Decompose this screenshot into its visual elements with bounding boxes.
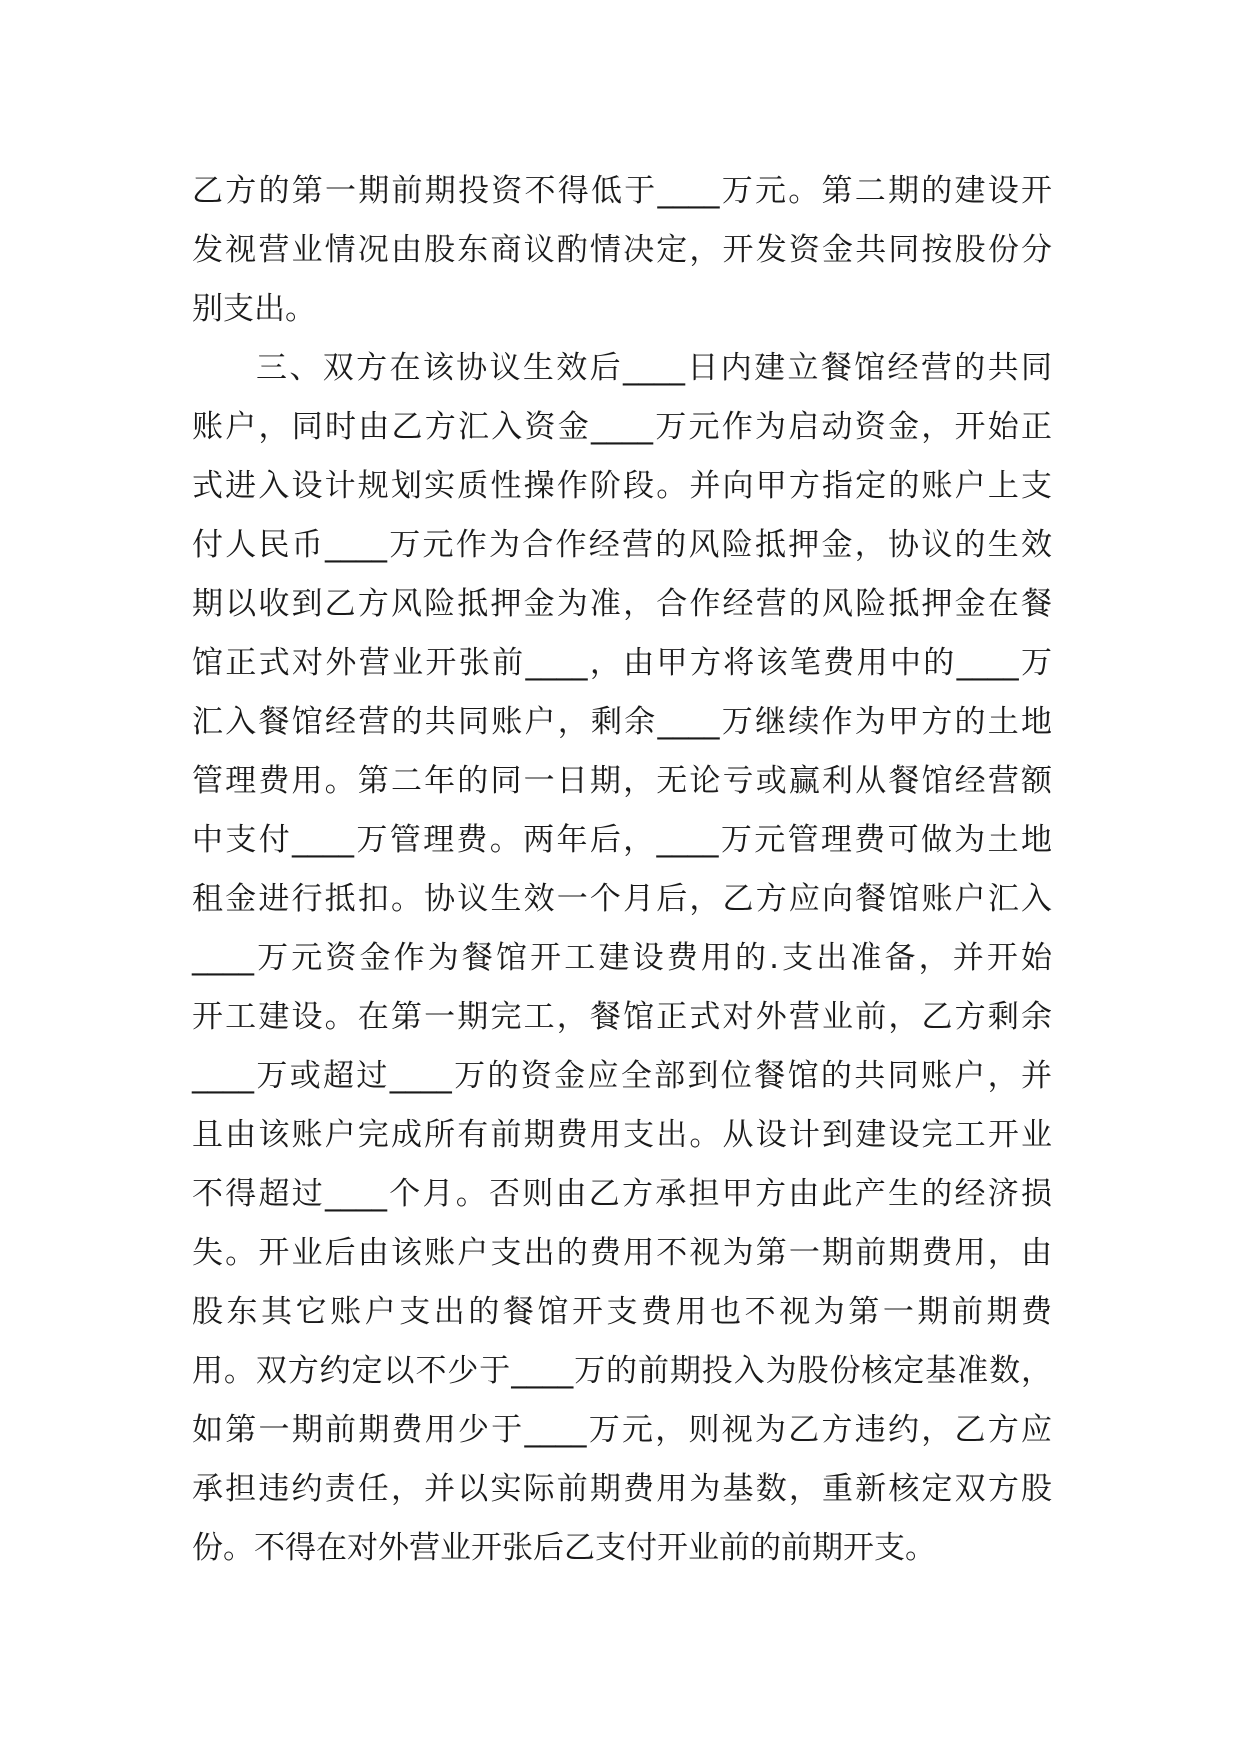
text-line: 管理费用。第二年的同一日期，无论亏或赢利从餐馆经营额 (192, 763, 1052, 799)
text-line: 不得超过____个月。否则由乙方承担甲方由此产生的经济损 (192, 1176, 1052, 1212)
text-line: 用。双方约定以不少于____万的前期投入为股份核定基准数， (192, 1353, 1052, 1389)
text-line: ____万元资金作为餐馆开工建设费用的.支出准备，并开始 (192, 940, 1052, 976)
text-line: 乙方的第一期前期投资不得低于____万元。第二期的建设开 (192, 173, 1052, 209)
text-line: 账户，同时由乙方汇入资金____万元作为启动资金，开始正 (192, 409, 1052, 445)
text-line: 且由该账户完成所有前期费用支出。从设计到建设完工开业 (192, 1117, 1052, 1153)
text-line: 股东其它账户支出的餐馆开支费用也不视为第一期前期费 (192, 1294, 1052, 1330)
text-line: 发视营业情况由股东商议酌情决定，开发资金共同按股份分 (192, 232, 1052, 268)
text-line: 承担违约责任，并以实际前期费用为基数，重新核定双方股 (192, 1471, 1052, 1507)
text-line: 中支付____万管理费。两年后，____万元管理费可做为土地 (192, 822, 1052, 858)
text-line: 开工建设。在第一期完工，餐馆正式对外营业前，乙方剩余 (192, 999, 1052, 1035)
text-line: 付人民币____万元作为合作经营的风险抵押金，协议的生效 (192, 527, 1052, 563)
text-line: 份。不得在对外营业开张后乙支付开业前的前期开支。 (192, 1530, 936, 1566)
text-line: 失。开业后由该账户支出的费用不视为第一期前期费用，由 (192, 1235, 1052, 1271)
text-line: 别支出。 (192, 291, 316, 327)
text-line: 如第一期前期费用少于____万元，则视为乙方违约，乙方应 (192, 1412, 1052, 1448)
text-line: 汇入餐馆经营的共同账户，剩余____万继续作为甲方的土地 (192, 704, 1052, 740)
text-line: 三、双方在该协议生效后____日内建立餐馆经营的共同 (256, 350, 1052, 386)
text-line: 馆正式对外营业开张前____，由甲方将该笔费用中的____万 (192, 645, 1052, 681)
text-line: ____万或超过____万的资金应全部到位餐馆的共同账户，并 (192, 1058, 1052, 1094)
text-line: 期以收到乙方风险抵押金为准，合作经营的风险抵押金在餐 (192, 586, 1052, 622)
text-line: 租金进行抵扣。协议生效一个月后，乙方应向餐馆账户汇入 (192, 881, 1052, 917)
body-text (192, 162, 1052, 1578)
text-line: 式进入设计规划实质性操作阶段。并向甲方指定的账户上支 (192, 468, 1052, 504)
